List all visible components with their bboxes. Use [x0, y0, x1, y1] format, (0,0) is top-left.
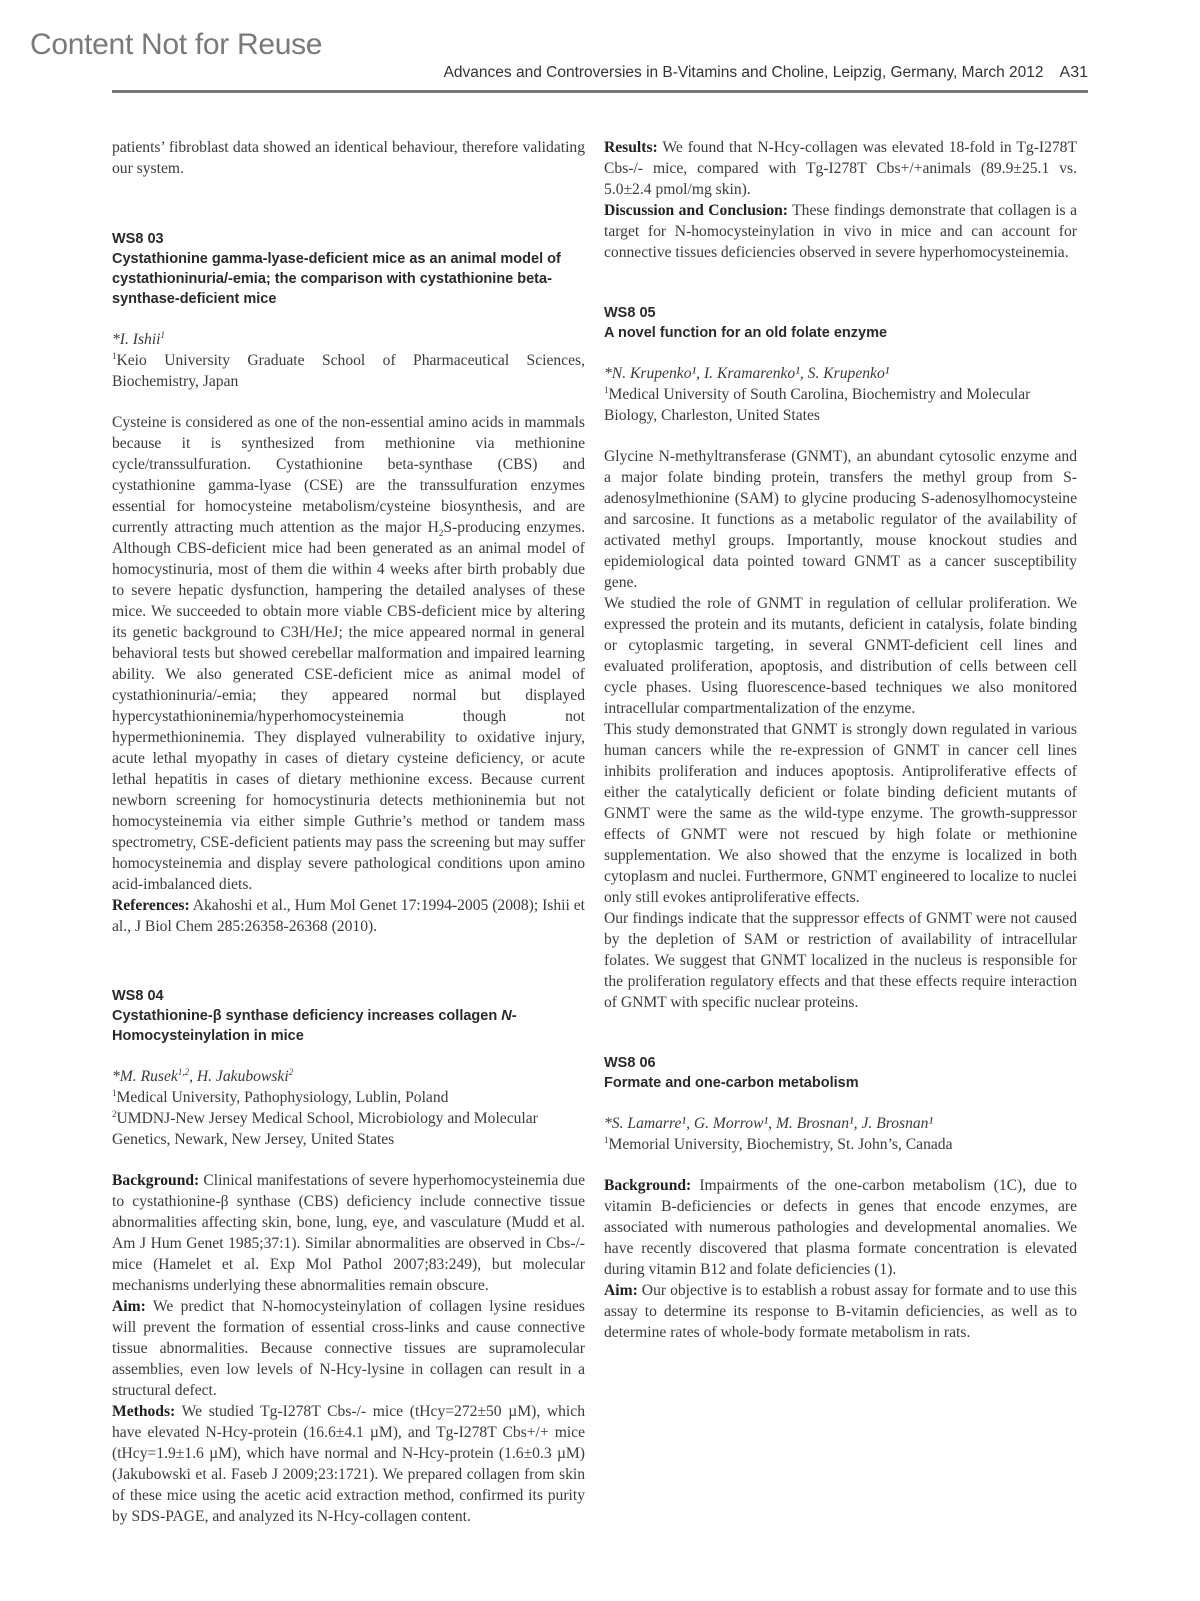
abstract-id: WS8 03: [112, 231, 164, 247]
affiliation: $^1$Memorial University, Biochemistry, St. John’s, Canada: [604, 1134, 953, 1153]
abstract-id: WS8 04: [112, 988, 164, 1004]
header-rule: [112, 90, 1088, 93]
affiliation: $^1$Keio University Graduate School of Pharmaceutical Sciences, Biochemistry, Japan: [112, 350, 585, 390]
page-number: A31: [1059, 64, 1088, 81]
affiliation-2: $^2$UMDNJ-New Jersey Medical School, Microbiology and Molecular Genetics, Newark, New Jersey, United States: [112, 1108, 538, 1148]
abstract-ws8-04: [112, 986, 585, 1527]
affiliation: $^1$Medical University of South Carolina, Biochemistry and Molecular Biology, Charleston, United States: [604, 384, 1031, 424]
aim-section: Aim: Our objective is to establish a robust assay for formate and to use this assay to determine its response to B-vitamin deficiencies, as well as to determine rates of whole-body formate metabolism in rats.: [604, 1282, 1077, 1341]
background-section: Background: Impairments of the one-carbon metabolism (1C), due to vitamin B-deficiencies or defects in genes that encode enzymes, are associated with numerous pathologies and developmental anomalies. We have recently discovered that plasma formate concentration is elevated during vitamin B12 and folate deficiencies (1).: [604, 1177, 1077, 1278]
authors: *M. Rusek$^{1,2}$, H. Jakubowski$^2$: [112, 1066, 294, 1085]
abstract-id: WS8 05: [604, 305, 656, 321]
abstract-id: WS8 06: [604, 1055, 656, 1071]
authors: *N. Krupenko¹, I. Kramarenko¹, S. Krupenko¹: [604, 365, 890, 382]
authors: *I. Ishii$^1$: [112, 329, 166, 348]
paragraph: We studied the role of GNMT in regulation of cellular proliferation. We expressed the protein and its mutants, deficient in catalysis, folate binding or cytoplasmic targeting, in several GNMT-deficient cell lines and evaluated proliferation, apoptosis, and distribution of cells between cell cycle phases. Using fluorescence-based techniques we also monitored intracellular compartmentalization of the enzyme.: [604, 595, 1077, 717]
abstract-title: A novel function for an old folate enzyme: [604, 325, 888, 341]
references: References: Akahoshi et al., Hum Mol Genet 17:1994-2005 (2008); Ishii et al., J Biol Chem 285:26358-26368 (2010).: [112, 897, 585, 935]
journal-title: Advances and Controversies in B-Vitamins and Choline, Leipzig, Germany, March 2012: [443, 64, 1044, 81]
abstract-title: Formate and one-carbon metabolism: [604, 1075, 859, 1091]
abstract-title: Cystathionine-β synthase deficiency increases collagen N-Homocysteinylation in mice: [112, 1008, 517, 1044]
right-column: [604, 137, 1077, 1343]
results-section: Results: We found that N-Hcy-collagen was elevated 18-fold in Tg-I278T Cbs-/- mice, compared with Tg-I278T Cbs+/+animals (89.9±25.1 vs. 5.0±2.4 pmol/mg skin).: [604, 139, 1077, 198]
authors: *S. Lamarre¹, G. Morrow¹, M. Brosnan¹, J. Brosnan¹: [604, 1115, 934, 1132]
watermark: Content Not for Reuse: [30, 28, 323, 61]
continuation-text: patients’ fibroblast data showed an identical behaviour, therefore validating our system.: [112, 139, 585, 177]
affiliation-1: $^1$Medical University, Pathophysiology, Lublin, Poland: [112, 1087, 449, 1106]
paragraph: This study demonstrated that GNMT is strongly down regulated in various human cancers while the re-expression of GNMT in cancer cell lines inhibits proliferation and induces apoptosis. Antiproliferative effects of either the catalytically deficient or folate binding deficient mutants of GNMT were the same as the wild-type enzyme. The growth-suppressor effects of GNMT were not rescued by high folate or methionine supplementation. We also showed that the enzyme is localized in both cytoplasm and nuclei. Furthermore, GNMT engineered to localize to nuclei only still evokes antiproliferative effects.: [604, 721, 1077, 906]
running-head: [112, 64, 1088, 82]
discussion-section: Discussion and Conclusion: These findings demonstrate that collagen is a target for N-homocysteinylation in vivo in mice and can account for connective tissues deficiencies observed in severe hyperhomocysteinemia.: [604, 202, 1077, 261]
background-section: Background: Clinical manifestations of severe hyperhomocysteinemia due to cystathionine-β synthase (CBS) deficiency include connective tissue abnormalities affecting skin, bone, lung, eye, and vasculature (Mudd et al. Am J Hum Genet 1985;37:1). Similar abnormalities are observed in Cbs-/- mice (Hamelet et al. Exp Mol Pathol 2007;83:249), but molecular mechanisms underlying these abnormalities remain obscure.: [112, 1172, 585, 1294]
abstract-body: Cysteine is considered as one of the non-essential amino acids in mammals because it is synthesized from methionine via methionine cycle/transsulfuration. Cystathionine beta-synthase (CBS) and cystathionine gamma-lyase (CSE) are the transsulfuration enzymes essential for homocysteine metabolism/cysteine biosynthesis, and are currently attracting much attention as the major $H_2S$-producing enzymes. Although CBS-deficient mice had been generated as an animal model of homocystinuria, most of them die within 4 weeks after birth probably due to severe hepatic dysfunction, hampering the detailed analyses of these mice. We succeeded to obtain more viable CBS-deficient mice by altering its genetic background to C3H/HeJ; the mice appeared normal in general behavioral tests but showed cerebellar malformation and impaired learning ability. We also generated CSE-deficient mice as animal model of cystathioninuria/-emia; they appeared normal but displayed hypercystathioninemia/hyperhomocysteinemia though not hypermethioninemia. They displayed vulnerability to oxidative injury, acute lethal myopathy in cases of dietary cysteine deficiency, or acute lethal hepatitis in cases of dietary methionine excess. Because current newborn screening for homocystinuria detects methioninemia but not homocysteinemia via either simple Guthrie’s method or tandem mass spectrometry, CSE-deficient patients may pass the screening but may suffer homocysteinemia and display severe pathological conditions upon amino acid-imbalanced diets.: [112, 414, 585, 893]
abstract-title: Cystathionine gamma-lyase-deficient mice as an animal model of cystathioninuria/-emia; the comparison with cystathionine beta-synthase-deficient mice: [112, 251, 561, 307]
paragraph: Glycine N-methyltransferase (GNMT), an abundant cytosolic enzyme and a major folate binding protein, transfers the methyl group from S-adenosylmethionine (SAM) to glycine producing S-adenosylhomocysteine and sarcosine. It functions as a metabolic regulator of the availability of activated methyl groups. Importantly, mouse knockout studies and epidemiological data pointed toward GNMT as a cancer susceptibility gene.: [604, 448, 1077, 591]
methods-section: Methods: We studied Tg-I278T Cbs-/- mice (tHcy=272±50 µM), which have elevated N-Hcy-protein (16.6±4.1 µM), and Tg-I278T Cbs+/+ mice (tHcy=1.9±1.6 µM), which have normal and N-Hcy-protein (1.6±0.3 µM) (Jakubowski et al. Faseb J 2009;23:1721). We prepared collagen from skin of these mice using the acetic acid extraction method, confirmed its purity by SDS-PAGE, and analyzed its N-Hcy-collagen content.: [112, 1403, 585, 1525]
aim-section: Aim: We predict that N-homocysteinylation of collagen lysine residues will prevent the formation of essential cross-links and cause connective tissue abnormalities. Because connective tissues are supramolecular assemblies, even low levels of N-Hcy-lysine in collagen can result in a structural defect.: [112, 1298, 585, 1399]
abstract-ws8-05: [604, 303, 1077, 1013]
left-column: [112, 137, 585, 1527]
abstract-ws8-06: [604, 1053, 1077, 1343]
abstract-ws8-03: [112, 229, 585, 937]
paragraph: Our findings indicate that the suppressor effects of GNMT were not caused by the depletion of SAM or restriction of availability of intracellular folates. We suggest that GNMT localized in the nucleus is responsible for the proliferation regulatory effects and that these effects require interaction of GNMT with specific nuclear proteins.: [604, 910, 1077, 1011]
